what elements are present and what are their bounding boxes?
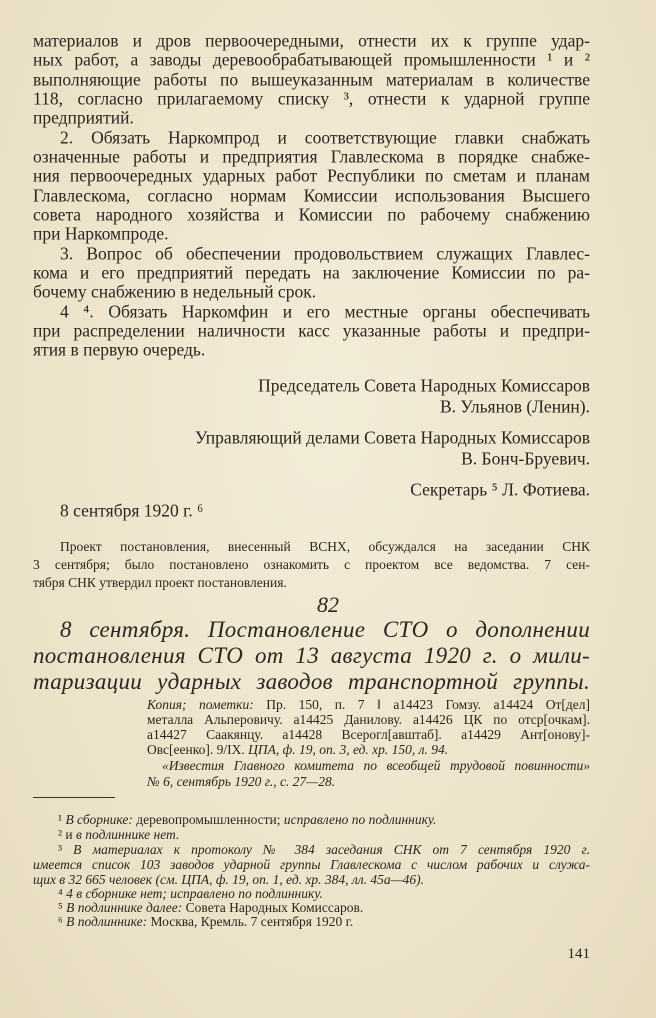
- source-line: [147, 698, 590, 712]
- footnote-text: В подлиннике:: [66, 914, 148, 929]
- source-label: Копия; пометки:: [147, 697, 254, 712]
- body-line: означенные работы и предприятия Главлескома в порядке снабже-: [33, 146, 590, 167]
- document-number: 82: [317, 592, 339, 617]
- footnote-2: [58, 828, 590, 842]
- body-line: 3. Вопрос об обеспечении продовольствием служащих Главлес-: [60, 243, 590, 264]
- footnote-marker: ⁵: [58, 900, 67, 915]
- footnote-5: [58, 901, 590, 915]
- manager-title: Управляющий делами Совета Народных Комиссаров: [194, 427, 590, 448]
- source-text: Пр. 150, п. 7 ‖ a14423 Гомзу. a14424 От[дел]: [253, 697, 590, 712]
- footnote-text: имеется список 103 заводов ударной группы Главлескома с числом рабочих и служа-: [33, 857, 590, 872]
- body-line: ных работ, а заводы деревообрабатывающей промышленности ¹ и ²: [33, 49, 590, 70]
- body-line: совета народного хозяйства и Комиссии по рабочему снабжению: [33, 204, 590, 225]
- footnote-marker: ¹: [58, 812, 66, 827]
- footnote-marker: ³: [58, 842, 74, 857]
- body-line: при распределении наличности касс указанные работы и предпри-: [33, 320, 590, 341]
- footnote-marker: ⁴: [58, 886, 67, 901]
- source-line: a14427 Саакянцу. a14428 Всерогл[авштаб]. a14429 Ант[онову]-: [147, 727, 590, 742]
- footnote-6: [58, 915, 590, 929]
- source-line: [147, 743, 590, 757]
- body-line: материалов и дров первоочередными, отнести их к группе удар-: [33, 30, 590, 51]
- footnote-text: щих в 32 665 человек (см. ЦПА, ф. 19, оп. 1, ед. хр. 384, лл. 45а—46).: [33, 872, 425, 887]
- body-line: 2. Обязать Наркомпрод и соответствующие главки снабжать: [60, 127, 590, 148]
- secretary-signature: Секретарь ⁵ Л. Фотиева.: [410, 479, 590, 500]
- archive-reference: ЦПА, ф. 19, оп. 3, ед. хр. 150, л. 94.: [248, 742, 449, 757]
- body-line: кома и его предприятий передать на заключение Комиссии по ра-: [33, 262, 590, 283]
- document-title-line: постановления СТО от 13 августа 1920 г. о мили-: [33, 643, 590, 668]
- footnote-marker: ⁶: [58, 914, 67, 929]
- document-title-line: таризации ударных заводов транспортной группы.: [33, 669, 590, 694]
- footnote-text: В подлиннике далее:: [66, 900, 183, 915]
- body-line: Главлескома, согласно нормам Комиссии использования Высшего: [33, 185, 590, 206]
- footnote-3-cont: [33, 873, 590, 887]
- body-line: при Наркомпроде.: [33, 223, 169, 244]
- footnote-text: Совета Народных Комиссаров.: [182, 900, 364, 915]
- note-line: 3 сентября; было постановлено ознакомить с проектом все ведомства. 7 сен-: [33, 557, 590, 572]
- document-date: 8 сентября 1920 г. ⁶: [60, 500, 204, 521]
- publication-reference: «Известия Главного комитета по всеобщей трудовой повинности»: [162, 758, 590, 773]
- chairman-name: В. Ульянов (Ленин).: [440, 396, 590, 417]
- body-line: ния первоочередных ударных работ Республики по сметам и планам: [33, 165, 590, 186]
- footnote-text: ² и: [58, 827, 77, 842]
- body-line: ятия в первую очередь.: [33, 339, 206, 360]
- body-line: бочему снабжению в недельный срок.: [33, 281, 317, 302]
- footnote-text: В сборнике:: [65, 812, 133, 827]
- footnote-text: деревопромышленности;: [132, 812, 284, 827]
- body-line: выполняющие работы по вышеуказанным материалам в количестве: [33, 69, 590, 90]
- body-line: предприятий.: [33, 107, 134, 128]
- body-line: 118, согласно прилагаемому списку ³, отнести к ударной группе: [33, 88, 590, 109]
- source-text: Овс[еенко]. 9/IX.: [147, 742, 249, 757]
- footnote-text: в подлиннике нет.: [76, 827, 180, 842]
- body-line: 4 ⁴. Обязать Наркомфин и его местные органы обеспечивать: [60, 301, 590, 322]
- document-title-line: 8 сентября. Постановление СТО о дополнении: [60, 617, 590, 642]
- page-number: 141: [567, 946, 590, 962]
- chairman-title: Председатель Совета Народных Комиссаров: [258, 375, 590, 396]
- footnote-4: [58, 887, 590, 901]
- footnote-3-cont: [33, 858, 590, 872]
- note-line: Проект постановления, внесенный ВСНХ, обсуждался на заседании СНК: [60, 539, 590, 554]
- footnote-text: Москва, Кремль. 7 сентября 1920 г.: [147, 914, 354, 929]
- publication-reference: № 6, сентябрь 1920 г., с. 27—28.: [147, 774, 336, 789]
- footnote-divider: [33, 797, 115, 798]
- manager-name: В. Бонч-Бруевич.: [461, 448, 590, 469]
- note-line: тября СНК утвердил проект постановления.: [33, 575, 287, 590]
- footnote-1: [58, 813, 590, 827]
- footnote-3: [58, 843, 590, 857]
- footnote-text: В материалах к протоколу № 384 заседания СНК от 7 сентября 1920 г.: [73, 842, 590, 857]
- source-line: [162, 759, 590, 773]
- footnote-text: 4 в сборнике нет; исправлено по подлиннику.: [66, 886, 323, 901]
- source-line: [147, 775, 590, 789]
- source-line: металла Альперовичу. a14425 Данилову. a14426 ЦК по отср[очкам].: [147, 712, 590, 727]
- footnote-text: исправлено по подлиннику.: [283, 812, 437, 827]
